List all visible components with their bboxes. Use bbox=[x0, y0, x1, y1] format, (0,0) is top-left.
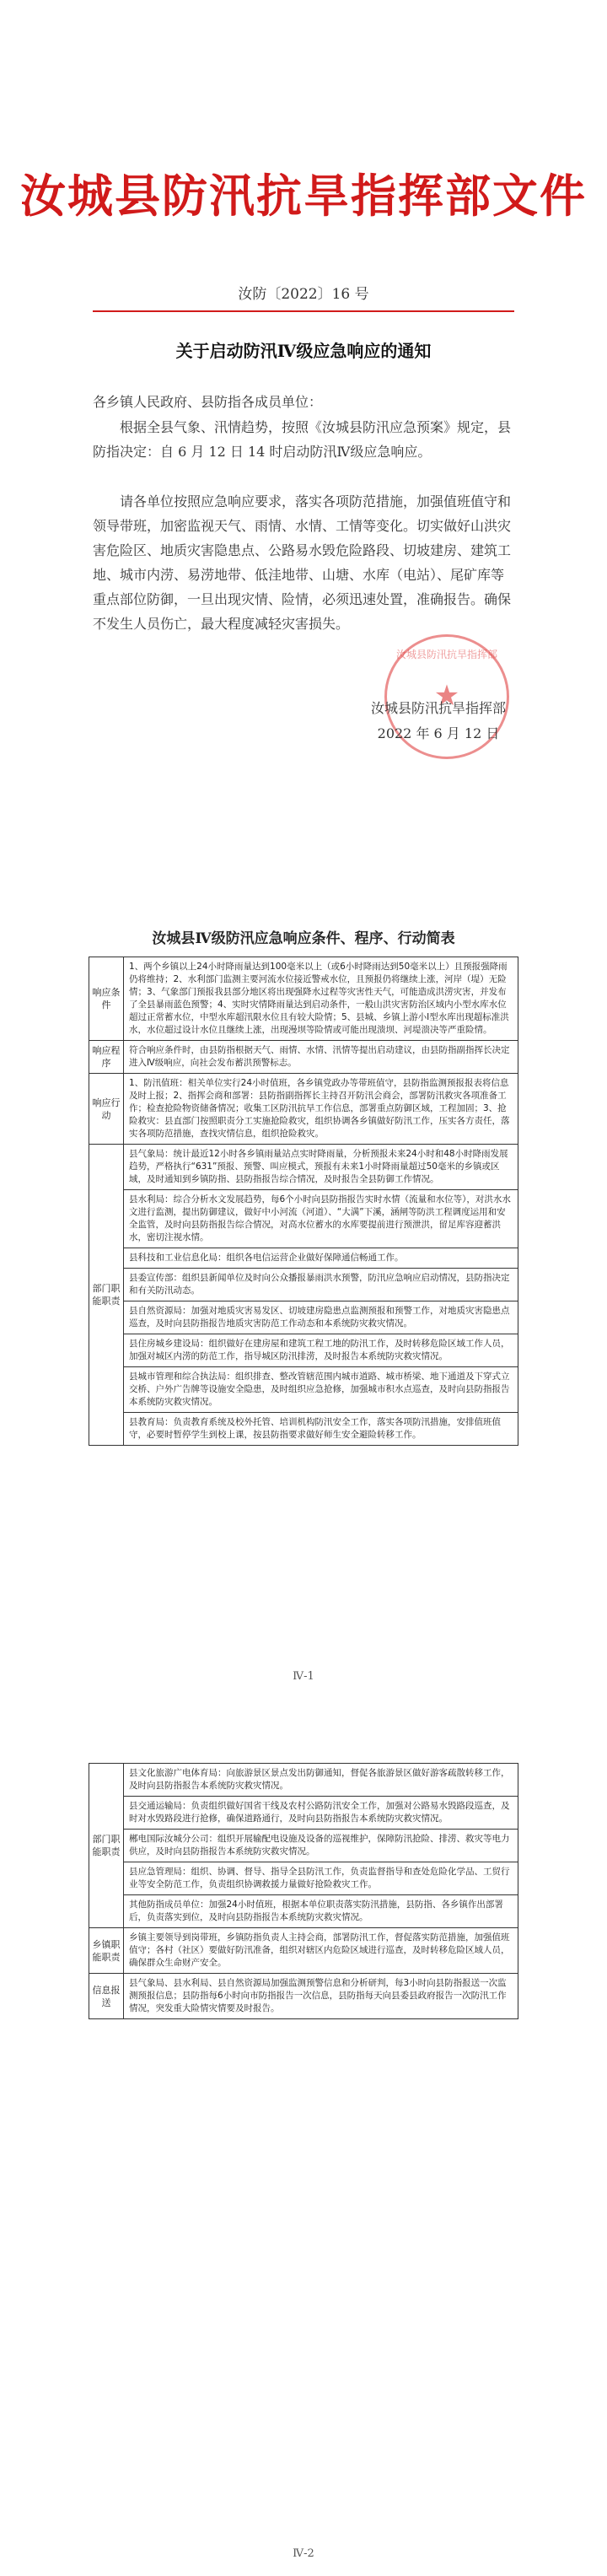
dept-cell-housing: 县住房城乡建设局：组织做好在建房屋和建筑工程工地的防汛工作，及时转移危险区域工作人员，加强对城区内涝的防范工作，指导城区防汛排涝，及时报告本系统防灾救灾情况。 bbox=[124, 1334, 518, 1367]
table-row bbox=[89, 1928, 518, 1974]
dept-cell-emergency: 县应急管理局：组织、协调、督导、指导全县防汛工作，负责监督指导和查处危险化学品、工贸行业等安全防范工作，负责组织协调救援力量做好抢险救灾工作。 bbox=[124, 1862, 518, 1895]
row-label-info-report: 信息报送 bbox=[89, 1974, 124, 2019]
table-row bbox=[89, 1041, 518, 1074]
notice-paragraph-1: 根据全县气象、汛情趋势，按照《汝城县防汛应急预案》规定，县防指决定：自 6 月 12 日 14 时启动防汛Ⅳ级应急响应。 bbox=[93, 419, 512, 460]
response-table-page-1 bbox=[0, 886, 607, 1738]
table-row bbox=[89, 1334, 518, 1367]
signature-organization: 汝城县防汛抗旱指挥部 bbox=[370, 700, 506, 716]
dept-cell-power: 郴电国际汝城分公司：组织开展输配电设施及设备的巡视维护，保障防汛抢险、排涝、救灾等电力供应，及时向县防指报告本系统防灾救灾情况。 bbox=[124, 1830, 518, 1862]
table-title: 汝城县Ⅳ级防汛应急响应条件、程序、行动简表 bbox=[152, 930, 455, 947]
table-row bbox=[89, 1830, 518, 1862]
table-row bbox=[89, 1895, 518, 1928]
dept-cell-education: 县教育局：负责教育系统及校外托管、培训机构防汛安全工作，落实各项防汛措施，安排值班值守，必要时暂停学生到校上课，按县防指要求做好师生安全避险转移工作。 bbox=[124, 1413, 518, 1446]
dept-cell-culture-tourism: 县文化旅游广电体育局：向旅游景区景点发出防御通知，督促各旅游景区做好游客疏散转移工作，及时向县防指报告本系统防灾救灾情况。 bbox=[124, 1764, 518, 1797]
info-report-cell: 县气象局、县水利局、县自然资源局加强监测预警信息和分析研判，每3小时向县防指报送一次监测预报信息；县防指每6小时向市防指报告一次信息，县防指每天向县委县政府报告一次防汛工作情况，突发重大险情灾情要及时报告。 bbox=[124, 1974, 518, 2019]
table-row bbox=[89, 1413, 518, 1446]
response-table-page-2 bbox=[0, 1738, 607, 2576]
notice-addressee: 各乡镇人民政府、县防指各成员单位： bbox=[93, 394, 323, 410]
table-row bbox=[89, 1764, 518, 1797]
notice-title: 关于启动防汛Ⅳ级应急响应的通知 bbox=[175, 341, 432, 361]
dept-cell-urban-management: 县城市管理和综合执法局：组织排查、整改管辖范围内城市道路、城市桥梁、地下通道及下穿式立交桥、户外广告牌等设施安全隐患，及时组织应急抢修，加强城市积水点巡查，及时向县防指报告本系统防灾救灾情况。 bbox=[124, 1367, 518, 1413]
dept-cell-publicity: 县委宣传部：组织县新闻单位及时向公众播报暴雨洪水预警，防汛应急响应启动情况，县防指决定和有关防汛动态。 bbox=[124, 1269, 518, 1301]
table-row bbox=[89, 1248, 518, 1269]
signature-date: 2022 年 6 月 12 日 bbox=[377, 725, 500, 741]
response-table-part-2 bbox=[89, 1763, 518, 2019]
document-number: 汝防〔2022〕16 号 bbox=[238, 286, 369, 303]
dept-cell-water: 县水利局：综合分析水文发展趋势，每6个小时向县防指报告实时水情（流量和水位等），对洪水水文进行监测，提出防御建议，做好中小河流（河道）、“大满”下溪，涵闸等防洪工程调度运用和安全监管，及时向县防指报告综合情况，对高水位蓄水的水库要提前进行预泄洪，留足库容迎蓄洪水，密切注视水情。 bbox=[124, 1190, 518, 1248]
table-row bbox=[89, 1301, 518, 1334]
table-row bbox=[89, 1269, 518, 1301]
table-row bbox=[89, 957, 518, 1041]
page-number: Ⅳ-1 bbox=[293, 1670, 314, 1683]
dept-cell-transport: 县交通运输局：负责组织做好国省干线及农村公路防汛安全工作，加强对公路易水毁路段巡查，及时对水毁路段进行抢修，确保道路通行，及时向县防指报告本系统防灾救灾情况。 bbox=[124, 1797, 518, 1830]
table-row bbox=[89, 1190, 518, 1248]
dept-cell-telecom: 县科技和工业信息化局：组织各电信运营企业做好保障通信畅通工作。 bbox=[124, 1248, 518, 1269]
response-table-part-1 bbox=[89, 957, 518, 1446]
row-label-dept-duties: 部门职能职责 bbox=[89, 1145, 124, 1446]
notice-page bbox=[0, 0, 607, 886]
actions-cell: 1、防汛值班：相关单位实行24小时值班，各乡镇党政办等带班值守，县防指监测预报报表将信息及时上报；2、指挥会商和部署：县防指副指挥长主持召开防汛会商会，部署防汛救灾各项准备工作；检查抢险物资储备情况；收集工区防汛抗旱工作信息，部署重点防御区域，工程加固；3、抢险救灾：县直部门按照职责分工实施抢险救灾，组织协调各乡镇做好防汛工作，压实各方责任，落实各项防范措施，查找灾情信息，组织抢险救灾。 bbox=[124, 1074, 518, 1145]
row-label-actions: 响应行动 bbox=[89, 1074, 124, 1145]
table-row bbox=[89, 1797, 518, 1830]
procedure-cell: 符合响应条件时，由县防指根据天气、雨情、水情、汛情等提出启动建议，由县防指副指挥长决定进入Ⅳ级响应，向社会发布蓄洪预警标志。 bbox=[124, 1041, 518, 1074]
dept-cell-natural-resources: 县自然资源局：加强对地质灾害易发区、切坡建房隐患点监测预报和预警工作，对地质灾害隐患点巡查，及时向县防指报告地质灾害防范工作动态和本系统防灾救灾情况。 bbox=[124, 1301, 518, 1334]
row-label-township-duties: 乡镇职能职责 bbox=[89, 1928, 124, 1974]
row-label-dept-duties-cont: 部门职能职责 bbox=[89, 1764, 124, 1928]
table-row bbox=[89, 1074, 518, 1145]
notice-paragraph-2: 请各单位按照应急响应要求，落实各项防范措施，加强值班值守和领导带班，加密监视天气、雨情、水情、工情等变化。切实做好山洪灾害危险区、地质灾害隐患点、公路易水毁危险路段、切坡建房、建筑工地、城市内涝、易涝地带、低洼地带、山塘、水库（电站）、尾矿库等重点部位防御，一旦出现灾情、险情，必须迅速处置，准确报告。确保不发生人员伤亡，最大程度减轻灾害损失。 bbox=[93, 493, 512, 632]
row-label-conditions: 响应条件 bbox=[89, 957, 124, 1041]
page-number: Ⅳ-2 bbox=[293, 2547, 314, 2560]
seal-text: 汝城县防汛抗旱指挥部 bbox=[395, 649, 497, 660]
agency-header-title: 汝城县防汛抗旱指挥部文件 bbox=[20, 169, 587, 223]
table-row bbox=[89, 1145, 518, 1190]
conditions-cell: 1、两个乡镇以上24小时降雨量达到100毫米以上（或6小时降雨达到50毫米以上）且预报强降雨仍将维持；2、水利部门监测主要河流水位接近警戒水位，且预报仍将继续上涨，河岸（堤）无险情；3、气象部门预报我县部分地区将出现强降水过程等灾害性天气，可能造成洪涝灾害，并发布了全县暴雨蓝色预警；4、实时灾情降雨量达到启动条件，一般山洪灾害防治区域内小型水库水位超过正常蓄水位，中型水库超汛限水位且有较大险情；5、县城、乡镇上游小Ⅰ型水库出现超标准洪水，水位超过设计水位且继续上涨，出现漫坝等险情或可能出现溃坝、河堤溃决等严重险情。 bbox=[124, 957, 518, 1041]
table-row bbox=[89, 1367, 518, 1413]
dept-cell-weather: 县气象局：统计最近12小时各乡镇雨量站点实时降雨量，分析预报未来24小时和48小时降雨发展趋势，严格执行“631”预报、预警、叫应模式，预报有未来1小时降雨量超过50毫米的乡镇或区域，及时通知到乡镇防指、县防指报告综合情况，及时报告全县防御工作情况。 bbox=[124, 1145, 518, 1190]
table-row bbox=[89, 1862, 518, 1895]
table-row bbox=[89, 1974, 518, 2019]
row-label-procedure: 响应程序 bbox=[89, 1041, 124, 1074]
red-divider-rule bbox=[93, 310, 514, 312]
township-cell: 乡镇主要领导到岗带班，乡镇防指负责人主持会商，部署防汛工作，督促落实防范措施，加强值班值守；各村（社区）要做好防汛准备，组织对辖区内危险区域进行巡查，及时转移危险区域人员，确保群众生命财产安全。 bbox=[124, 1928, 518, 1974]
dept-cell-other-members: 其他防指成员单位：加强24小时值班，根据本单位职责落实防汛措施，县防指、各乡镇作出部署后，负责落实到位，及时向县防指报告本系统防灾救灾情况。 bbox=[124, 1895, 518, 1928]
